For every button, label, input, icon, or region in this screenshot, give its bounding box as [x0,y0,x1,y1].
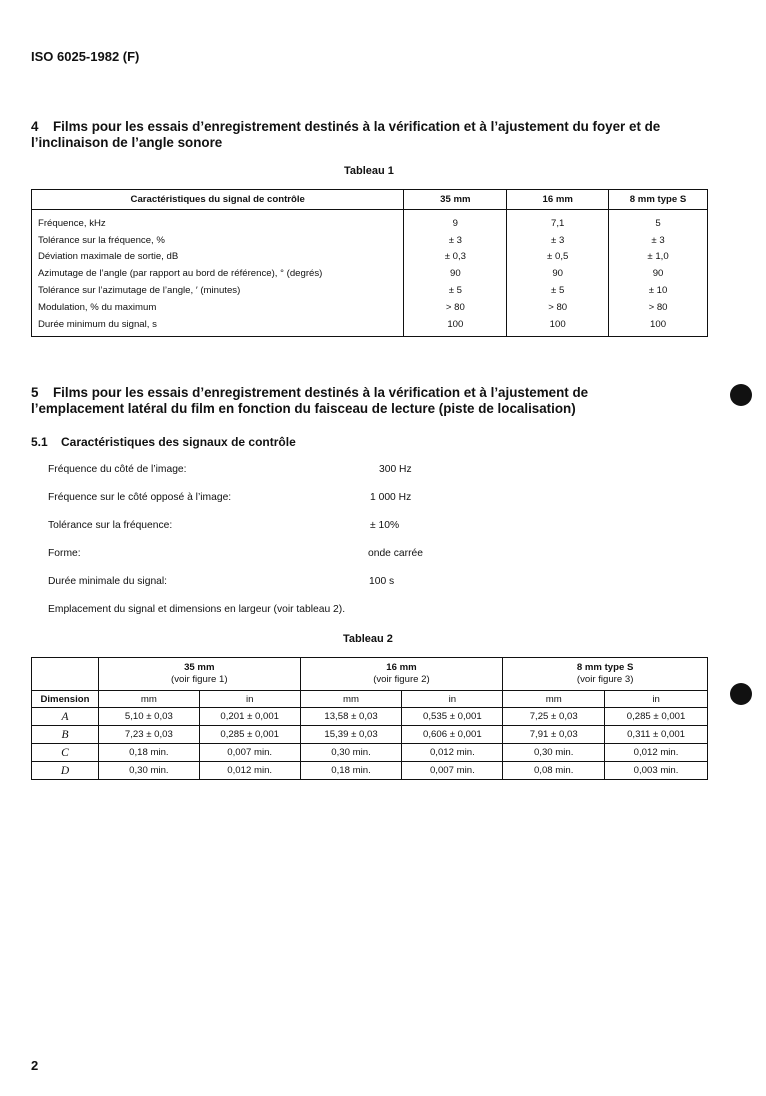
dimension-header: Dimension [32,691,99,708]
margin-bullet-icon [730,683,752,705]
table-2 [31,657,708,780]
signal-value: onde carrée [368,548,423,559]
table-cell: 0,606 ± 0,001 [402,726,503,744]
section-title-line: Films pour les essais d’enregistrement destinés à la vérification et à l’ajustement du foyer et de [53,119,661,134]
table-row [32,210,708,232]
unit-cell: mm [503,691,605,708]
table-cell: 5 [609,210,708,232]
unit-cell: mm [300,691,402,708]
table-row [32,232,708,249]
table-row [32,249,708,266]
table-cell: ± 3 [404,232,507,249]
table-cell: 90 [404,265,507,282]
section-4-title [31,119,660,151]
table-cell: ± 1,0 [609,249,708,266]
unit-cell: in [605,691,708,708]
subsection-5-1-title [31,435,296,449]
table-header-empty [32,658,99,691]
table-group-header-row [32,658,708,691]
table-cell: 0,535 ± 0,001 [402,708,503,726]
table-row [32,282,708,299]
signal-label: Fréquence du côté de l’image: [48,464,187,475]
signal-label: Fréquence sur le côté opposé à l’image: [48,492,232,503]
table-cell: 0,007 min. [199,744,300,762]
signal-value: 300 Hz [379,464,412,475]
table-header-cell: 16 mm [507,190,609,210]
table-cell: 0,012 min. [605,744,708,762]
dimension-cell: C [32,744,99,762]
table-row [32,299,708,316]
table-cell: Durée minimum du signal, s [32,316,404,336]
signal-value: ± 10% [370,520,400,531]
unit-cell: in [402,691,503,708]
table-cell: 13,58 ± 0,03 [300,708,402,726]
table-cell: ± 5 [404,282,507,299]
table-cell: > 80 [507,299,609,316]
subsection-title-text: Caractéristiques des signaux de contrôle [61,435,296,449]
page-number: 2 [31,1058,39,1073]
group-header-16mm [300,658,503,691]
table-cell: 90 [609,265,708,282]
table-cell: ± 10 [609,282,708,299]
table-cell: 9 [404,210,507,232]
section-number: 4 [31,119,39,134]
section-title-line: l’inclinaison de l’angle sonore [31,135,223,150]
table-cell: 7,91 ± 0,03 [503,726,605,744]
group-ref: (voir figure 1) [171,674,228,685]
table-1 [31,189,708,337]
table-cell: 100 [404,316,507,336]
table-cell: 0,18 min. [300,762,402,780]
table-cell: 100 [609,316,708,336]
dimension-cell: D [32,762,99,780]
table-cell: 0,30 min. [98,762,199,780]
table-row [32,744,708,762]
table-cell: ± 0,5 [507,249,609,266]
table-cell: ± 3 [609,232,708,249]
table-cell: 0,012 min. [199,762,300,780]
signal-value: 1 000 Hz [370,492,412,503]
table-cell: 0,285 ± 0,001 [199,726,300,744]
table-cell: 0,201 ± 0,001 [199,708,300,726]
section-number: 5 [31,385,39,400]
dimension-cell: B [32,726,99,744]
table-cell: Tolérance sur la fréquence, % [32,232,404,249]
table-2-caption: Tableau 2 [343,633,393,645]
table-cell: 90 [507,265,609,282]
table-cell: Modulation, % du maximum [32,299,404,316]
signal-label: Durée minimale du signal: [48,576,168,587]
table-cell: 0,08 min. [503,762,605,780]
signal-label: Forme: [48,548,81,559]
table-cell: 0,30 min. [300,744,402,762]
table-cell: ± 3 [507,232,609,249]
table-cell: 0,18 min. [98,744,199,762]
table-cell: > 80 [609,299,708,316]
section-title-line: l’emplacement latéral du film en fonction du faisceau de lecture (piste de localisation) [31,401,576,416]
group-ref: (voir figure 2) [373,674,430,685]
table-row [32,726,708,744]
group-ref: (voir figure 3) [576,674,634,685]
signal-label: Tolérance sur la fréquence: [48,520,173,531]
unit-cell: mm [98,691,199,708]
table-cell: 0,285 ± 0,001 [605,708,708,726]
table-header-cell: 35 mm [404,190,507,210]
table-cell: 0,003 min. [605,762,708,780]
table-cell: > 80 [404,299,507,316]
table-cell: 5,10 ± 0,03 [98,708,199,726]
table-cell: 0,30 min. [503,744,605,762]
table-cell: 7,23 ± 0,03 [98,726,199,744]
group-name: 16 mm [386,662,417,673]
table-cell: 0,311 ± 0,001 [605,726,708,744]
table-row [32,762,708,780]
subsection-number: 5.1 [31,435,48,449]
table-cell: 7,25 ± 0,03 [503,708,605,726]
table-header-cell: 8 mm type S [609,190,708,210]
table-row [32,316,708,336]
dimension-cell: A [32,708,99,726]
document-header: ISO 6025-1982 (F) [31,49,140,64]
table-cell: 0,007 min. [402,762,503,780]
table-cell: Fréquence, kHz [32,210,404,232]
table-row [32,265,708,282]
table-cell: 100 [507,316,609,336]
section-title-line: Films pour les essais d’enregistrement destinés à la vérification et à l’ajustement de [53,385,589,400]
table-unit-row [32,691,708,708]
table-header-cell: Caractéristiques du signal de contrôle [32,190,404,210]
table-cell: ± 0,3 [404,249,507,266]
table-header-row [32,190,708,210]
table-row [32,708,708,726]
table-cell: Déviation maximale de sortie, dB [32,249,404,266]
table-cell: Azimutage de l’angle (par rapport au bord de référence), ° (degrés) [32,265,404,282]
table-cell: Tolérance sur l’azimutage de l’angle, ′ (minutes) [32,282,404,299]
section-5-title [31,385,588,417]
unit-cell: in [199,691,300,708]
group-header-35mm [98,658,300,691]
margin-bullet-icon [730,384,752,406]
table-1-caption: Tableau 1 [344,165,394,177]
group-name: 8 mm type S [576,662,634,673]
group-name: 35 mm [184,662,215,673]
table-cell: ± 5 [507,282,609,299]
table-cell: 15,39 ± 0,03 [300,726,402,744]
signal-value: 100 s [369,576,395,587]
signal-note: Emplacement du signal et dimensions en largeur (voir tableau 2). [48,604,346,615]
table-cell: 7,1 [507,210,609,232]
table-cell: 0,012 min. [402,744,503,762]
group-header-8mm [503,658,708,691]
